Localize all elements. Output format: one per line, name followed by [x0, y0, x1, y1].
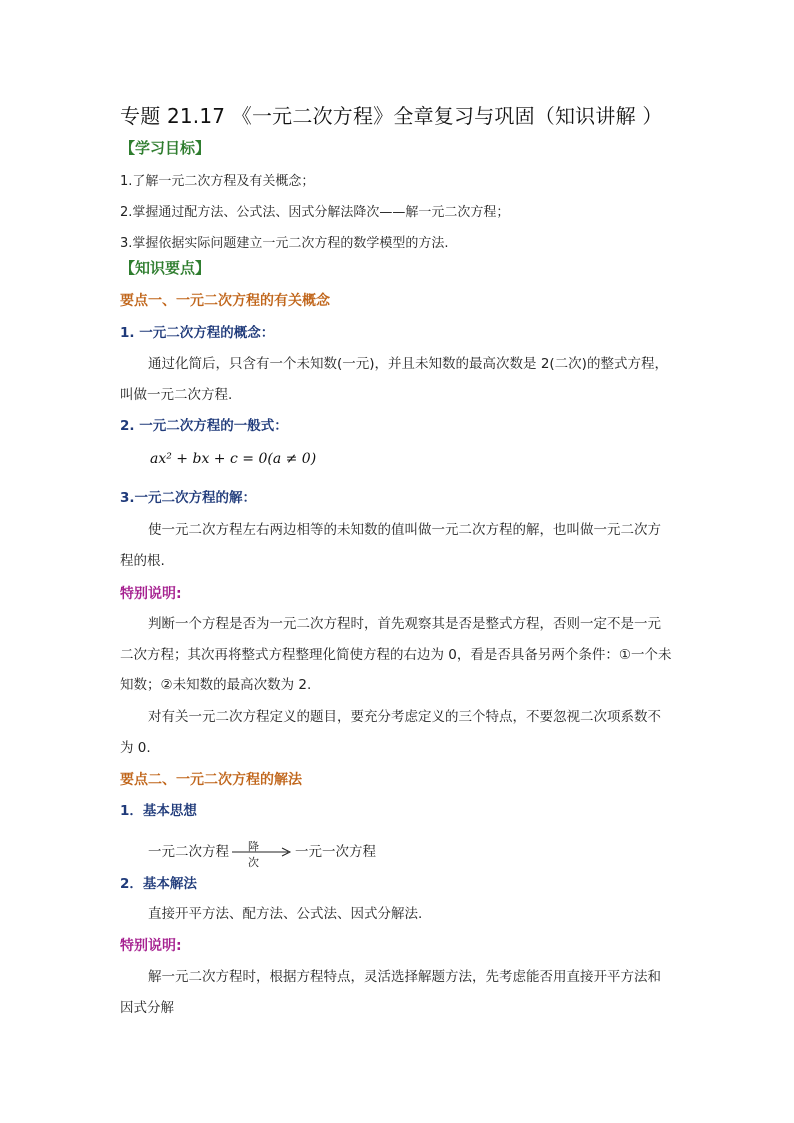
general-form-formula: ax² + bx + c = 0(a ≠ 0): [150, 451, 317, 467]
point2-heading: 要点二、一元二次方程的解法: [120, 772, 302, 788]
document-title: 专题 21.17 《一元二次方程》全章复习与巩固（知识讲解 ）: [120, 104, 663, 128]
point1-sub3-text: 使一元二次方程左右两边相等的未知数的值叫做一元二次方程的解，也叫做一元二次方: [148, 522, 661, 538]
point1-sub2-title: 2. 一元二次方程的一般式：: [120, 418, 288, 434]
point1-heading: 要点一、一元二次方程的有关概念: [120, 293, 330, 309]
point1-note-text: 判断一个方程是否为一元二次方程时，首先观察其是否是整式方程，否则一定不是一元: [148, 616, 661, 632]
point1-sub3-title: 3.一元二次方程的解：: [120, 490, 257, 506]
point1-sub1-text: 叫做一元二次方程.: [120, 387, 233, 403]
point1-note-text: 知数；②未知数的最高次数为 2.: [120, 677, 312, 693]
arrow-label: 降次: [248, 840, 259, 869]
point1-note-text: 对有关一元二次方程定义的题目，要充分考虑定义的三个特点，不要忽视二次项系数不: [148, 709, 661, 725]
point1-note-text: 为 0.: [120, 740, 151, 756]
point2-sub2-text: 直接开平方法、配方法、公式法、因式分解法.: [148, 906, 423, 922]
point1-sub3-text: 程的根.: [120, 553, 165, 569]
section-learning-goals: 【学习目标】: [120, 139, 211, 157]
point2-sub2-title: 2．基本解法: [120, 876, 197, 892]
point1-sub1-title: 1. 一元二次方程的概念：: [120, 325, 275, 341]
section-knowledge-points: 【知识要点】: [120, 259, 211, 277]
point1-note-title: 特别说明:: [120, 586, 182, 602]
goal-item: 1.了解一元二次方程及有关概念；: [120, 174, 315, 189]
point2-sub1-title: 1．基本思想: [120, 803, 197, 819]
arrow-left-text: 一元二次方程: [148, 844, 229, 860]
arrow-right-text: 一元一次方程: [295, 844, 376, 860]
point1-sub1-text: 通过化简后，只含有一个未知数(一元)，并且未知数的最高次数是 2(二次)的整式方程，: [148, 356, 668, 372]
point1-note-text: 二次方程；其次再将整式方程整理化简使方程的右边为 0，看是否具备另两个条件：①一个未: [120, 647, 672, 663]
point2-note-text: 解一元二次方程时，根据方程特点，灵活选择解题方法，先考虑能否用直接开平方法和: [148, 969, 661, 985]
goal-item: 2.掌握通过配方法、公式法、因式分解法降次——解一元二次方程；: [120, 205, 510, 220]
goal-item: 3.掌握依据实际问题建立一元二次方程的数学模型的方法.: [120, 236, 449, 251]
point2-note-title: 特别说明:: [120, 938, 182, 954]
right-arrow-icon: [232, 846, 294, 858]
point2-note-text: 因式分解: [120, 1000, 174, 1016]
